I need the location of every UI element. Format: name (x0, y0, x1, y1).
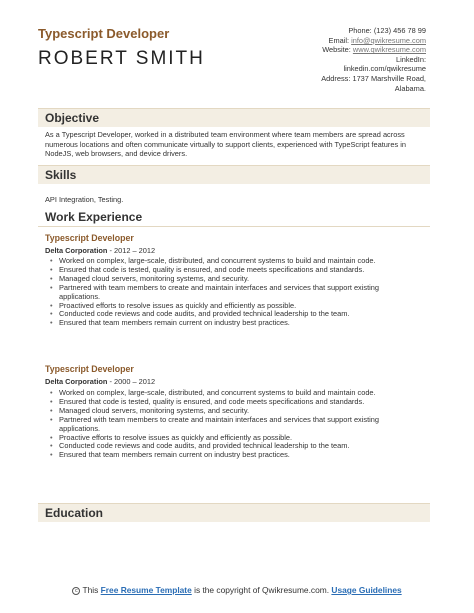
job-1-role: Typescript Developer (45, 233, 134, 243)
experience-divider (38, 226, 430, 227)
footer-prefix: This (82, 585, 101, 595)
list-item: • Ensured that code is tested, quality is ensured, and code meets specifications and standards. (50, 398, 422, 407)
list-item: • Proactived efforts to resolve issues as quickly and efficiently as possible. (50, 302, 422, 311)
list-item: • Worked on complex, large-scale, distributed, and concurrent systems to build and maintain code. (50, 389, 422, 398)
skills-section-bar (38, 165, 430, 184)
contact-phone-line (226, 26, 426, 36)
website-link[interactable]: www.qwikresume.com (352, 45, 426, 55)
job-1-company-line (45, 246, 155, 255)
job-2-role: Typescript Developer (45, 364, 134, 374)
job-1-bullets (50, 257, 422, 328)
education-section-bar (38, 503, 430, 522)
address-line1: 1737 Marshville Road, (352, 73, 426, 83)
objective-text: As a Typescript Developer, worked in a distributed team environment where team members are spread across numerous locations and often communicate virtually to support clients, experienced with TypeScript features in NodeJS, web browsers, and device drivers. (45, 130, 406, 159)
contact-block (226, 26, 426, 93)
job-2-bullets (50, 389, 422, 460)
linkedin-value: linkedin.com/qwikresume (343, 64, 426, 74)
address-line2: Alabama. (394, 83, 426, 93)
list-item: • Worked on complex, large-scale, distributed, and concurrent systems to build and maintain code. (50, 257, 422, 266)
job-1-dates: - 2012 – 2012 (107, 246, 156, 255)
header-job-title: Typescript Developer (38, 26, 170, 41)
email-label: Email: (328, 35, 350, 45)
job-1-company: Delta Corporation (45, 246, 108, 255)
job-2-dates: - 2000 – 2012 (107, 377, 156, 386)
list-item: • Ensured that team members remain current on industry best practices. (50, 319, 422, 328)
education-heading: Education (45, 506, 104, 520)
list-item: • Partnered with team members to create and maintain interfaces and services that support existing applications. (50, 416, 422, 434)
email-link[interactable]: info@qwikresume.com (351, 35, 426, 45)
experience-heading: Work Experience (45, 210, 143, 224)
list-item: • Managed cloud servers, monitoring systems, and security. (50, 275, 422, 284)
skills-heading: Skills (45, 168, 77, 182)
job-2-company: Delta Corporation (45, 377, 108, 386)
linkedin-label: LinkedIn: (396, 54, 426, 64)
address-label: Address: (321, 73, 351, 83)
free-template-link[interactable]: Free Resume Template (100, 585, 192, 595)
list-item: • Conducted code reviews and code audits, and provided technical leadership to the team. (50, 310, 422, 319)
list-item: • Ensured that code is tested, quality is ensured, and code meets specifications and standards. (50, 266, 422, 275)
copyright-icon: c (72, 587, 80, 595)
list-item: • Conducted code reviews and code audits, and provided technical leadership to the team. (50, 442, 422, 451)
skills-text: API Integration, Testing. (45, 195, 124, 204)
website-label: Website: (322, 45, 351, 55)
contact-email-line (226, 36, 426, 46)
usage-guidelines-link[interactable]: Usage Guidelines (331, 585, 402, 595)
list-item: • Managed cloud servers, monitoring systems, and security. (50, 407, 422, 416)
list-item: • Proactive efforts to resolve issues as quickly and efficiently as possible. (50, 434, 422, 443)
list-item: • Partnered with team members to create and maintain interfaces and services that support existing applications. (50, 284, 422, 302)
list-item: • Ensured that team members remain current on industry best practices. (50, 451, 422, 460)
contact-website-line (226, 45, 426, 55)
contact-address-line (226, 74, 426, 84)
footer-middle: is the copyright of Qwikresume.com. (191, 585, 332, 595)
objective-heading: Objective (45, 111, 100, 125)
job-2-company-line (45, 377, 155, 386)
footer (60, 585, 414, 595)
candidate-name: ROBERT SMITH (38, 48, 205, 69)
phone-label: Phone: (348, 26, 372, 35)
objective-section-bar (38, 108, 430, 127)
phone-value: (123) 456 78 99 (373, 26, 426, 35)
